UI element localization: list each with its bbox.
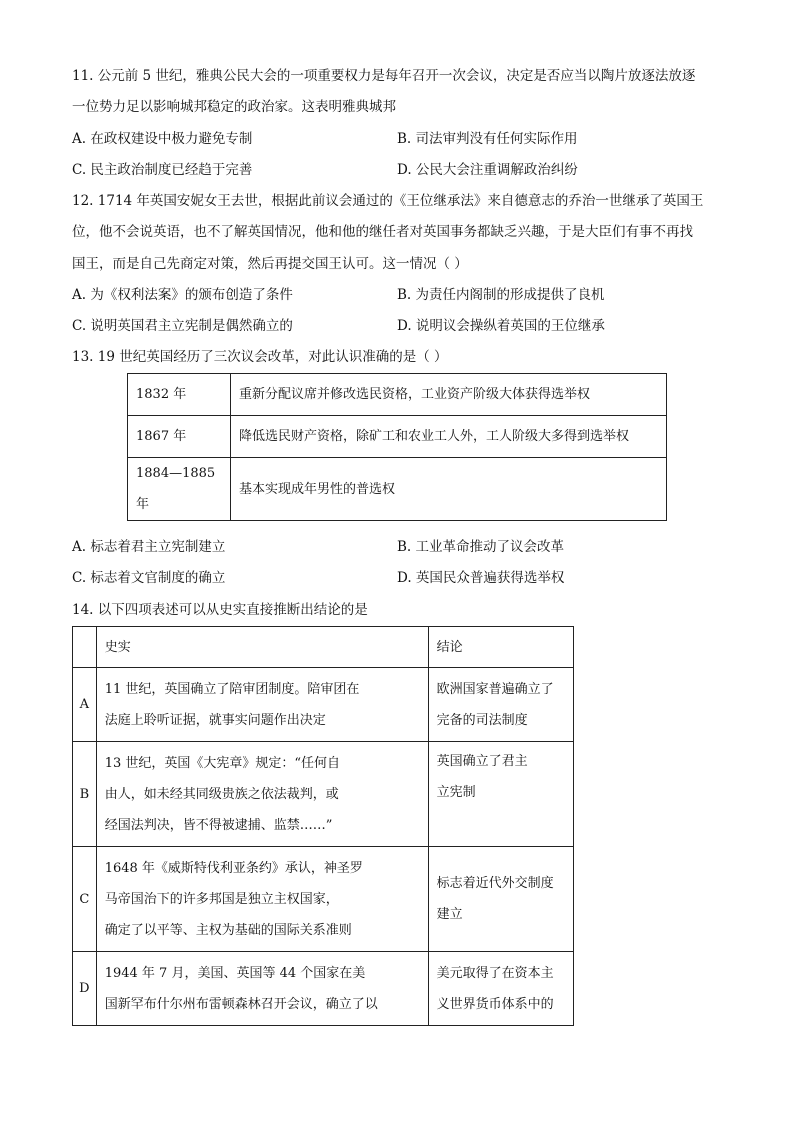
table-row: [73, 668, 574, 742]
q13-desc-cell: 降低选民财产资格，除矿工和农业工人外，工人阶级大多得到选举权: [231, 416, 667, 458]
q12-option-c: C. 说明英国君主立宪制是偶然确立的: [72, 318, 293, 334]
fact-line: 经国法判决，皆不得被逮捕、监禁……”: [104, 817, 333, 833]
q12-option-a: A. 为《权利法案》的颁布创造了条件: [72, 287, 293, 303]
q14-fact-cell: [96, 742, 428, 847]
q14-table: [72, 626, 574, 1026]
table-header-row: [73, 627, 574, 668]
q13-stem: 13. 19 世纪英国经历了三次议会改革，对此认识准确的是（ ）: [72, 349, 448, 365]
q13-year-cell: 1832 年: [128, 374, 231, 416]
fact-line: 法庭上聆听证据，就事实问题作出决定: [104, 712, 326, 728]
conclusion-line: 标志着近代外交制度: [436, 876, 554, 891]
fact-line: 马帝国治下的许多邦国是独立主权国家，: [104, 891, 339, 907]
q14-header-blank: [73, 627, 97, 668]
table-row: [128, 374, 667, 416]
q11-option-d: D. 公民大会注重调解政治纠纷: [397, 162, 578, 178]
q14-row-label: B: [73, 742, 97, 847]
q11-option-c: C. 民主政治制度已经趋于完善: [72, 162, 253, 178]
fact-line: 11 世纪，英国确立了陪审团制度。陪审团在: [104, 681, 360, 697]
table-row: [73, 847, 574, 952]
q13-option-d: D. 英国民众普遍获得选举权: [397, 570, 565, 586]
q14-header-conclusion: 结论: [428, 627, 573, 668]
q14-fact-cell: [96, 847, 428, 952]
q14-stem: 14. 以下四项表述可以从史实直接推断出结论的是: [72, 602, 368, 618]
table-row: [73, 952, 574, 1026]
q14-row-label: A: [73, 668, 97, 742]
fact-line: 1648 年《威斯特伐利亚条约》承认，神圣罗: [104, 860, 363, 876]
q12-stem-line2: 位，他不会说英语，也不了解英国情况，他和他的继任者对英国事务都缺乏兴趣，于是大臣们有事不再找: [72, 224, 693, 240]
q14-conclusion-cell: [428, 847, 573, 952]
q13-year-cell: 1867 年: [128, 416, 231, 458]
q13-option-c: C. 标志着文官制度的确立: [72, 570, 226, 586]
q12-stem-line1: 12. 1714 年英国安妮女王去世，根据此前议会通过的《王位继承法》来自德意志的乔治一世继承了英国王: [72, 193, 704, 209]
table-row: [128, 416, 667, 458]
q13-desc-cell: 基本实现成年男性的普选权: [231, 458, 667, 521]
conclusion-line: 英国确立了君主: [436, 754, 528, 769]
q14-fact-cell: [96, 952, 428, 1026]
q14-row-label: C: [73, 847, 97, 952]
table-row: [128, 458, 667, 521]
conclusion-line: 立宪制: [436, 785, 476, 800]
q11-option-a: A. 在政权建设中极力避免专制: [72, 131, 253, 147]
conclusion-line: 美元取得了在资本主: [436, 965, 554, 981]
fact-line: 1944 年 7 月，美国、英国等 44 个国家在美: [104, 965, 366, 981]
q11-stem-line2: 一位势力足以影响城邦稳定的政治家。这表明雅典城邦: [72, 99, 396, 115]
q13-option-a: A. 标志着君主立宪制建立: [72, 539, 226, 555]
conclusion-line: 义世界货币体系中的: [436, 996, 554, 1012]
q13-option-b: B. 工业革命推动了议会改革: [397, 539, 565, 555]
q14-row-label: D: [73, 952, 97, 1026]
q11-stem-line1: 11. 公元前 5 世纪，雅典公民大会的一项重要权力是每年召开一次会议，决定是否应当以陶片放逐法放逐: [72, 68, 696, 84]
q13-table: [127, 373, 667, 521]
conclusion-line: 欧洲国家普遍确立了: [436, 681, 554, 697]
fact-line: 确定了以平等、主权为基础的国际关系准则: [104, 922, 352, 938]
q12-stem-line3: 国王，而是自己先商定对策，然后再提交国王认可。这一情况（ ）: [72, 256, 468, 272]
q12-option-b: B. 为责任内阁制的形成提供了良机: [397, 287, 605, 303]
fact-line: 13 世纪，英国《大宪章》规定：“任何自: [104, 755, 341, 771]
fact-line: 由人，如未经其同级贵族之依法裁判，或: [104, 786, 339, 802]
fact-line: 国新罕布什尔州布雷顿森林召开会议，确立了以: [104, 996, 378, 1012]
q13-desc-cell: 重新分配议席并修改选民资格，工业资产阶级大体获得选举权: [231, 374, 667, 416]
conclusion-line: 完备的司法制度: [436, 712, 528, 728]
q14-conclusion-cell: [428, 952, 573, 1026]
q14-conclusion-cell: [428, 742, 573, 847]
q11-option-b: B. 司法审判没有任何实际作用: [397, 131, 578, 147]
q14-fact-cell: [96, 668, 428, 742]
q14-conclusion-cell: [428, 668, 573, 742]
conclusion-line: 建立: [436, 907, 463, 922]
q13-year-cell: 1884—1885 年: [128, 458, 231, 521]
table-row: [73, 742, 574, 847]
q14-header-fact: 史实: [96, 627, 428, 668]
q12-option-d: D. 说明议会操纵着英国的王位继承: [397, 318, 605, 334]
